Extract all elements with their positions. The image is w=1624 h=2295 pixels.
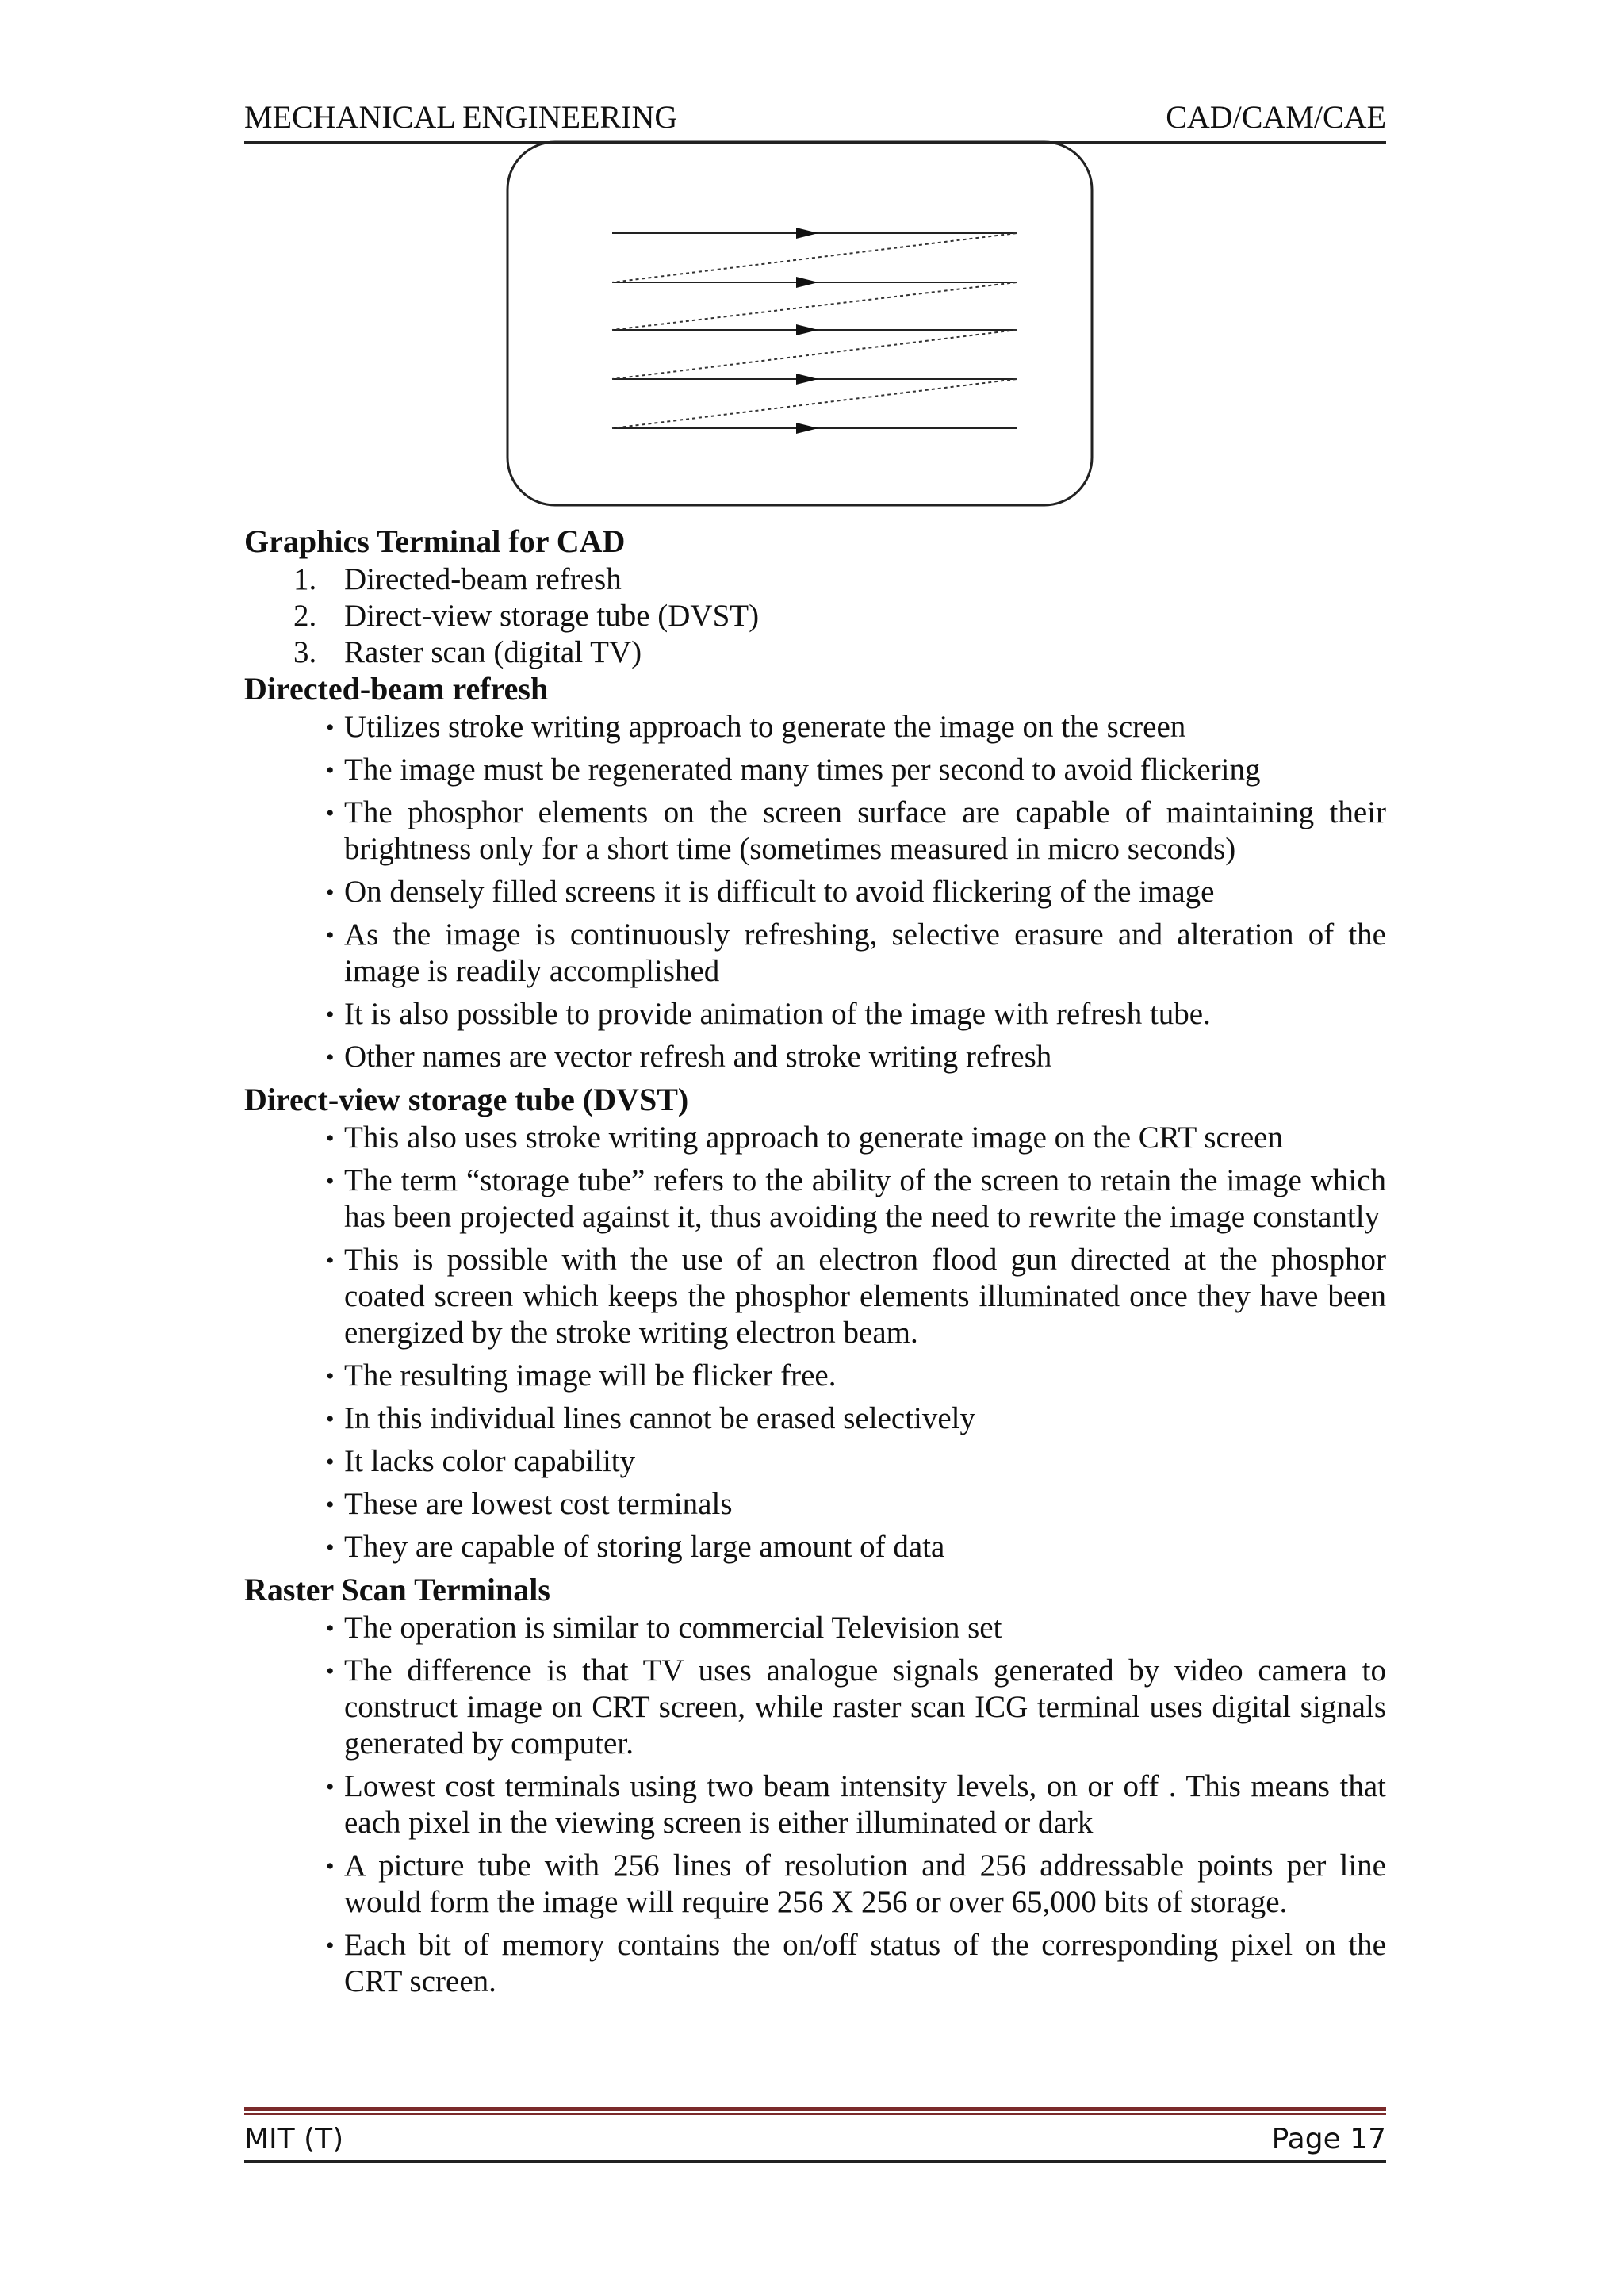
section-title: Graphics Terminal for CAD bbox=[244, 523, 626, 559]
page-footer bbox=[244, 2119, 1386, 2163]
list-text: It lacks color capability bbox=[344, 1444, 636, 1478]
list-item bbox=[244, 1927, 1386, 2000]
bullet-icon: • bbox=[326, 715, 335, 741]
list-item bbox=[244, 1039, 1386, 1075]
list-text: The term “storage tube” refers to the ability of the screen to retain the image which has been projected against it, thus avoiding the need to rewrite the image constantly bbox=[344, 1163, 1386, 1234]
list-text: The image must be regenerated many times per second to avoid flickering bbox=[344, 753, 1261, 787]
list-item bbox=[244, 1848, 1386, 1921]
list-item bbox=[244, 709, 1386, 745]
bullet-list bbox=[244, 1120, 1386, 1565]
list-item bbox=[244, 795, 1386, 868]
bullet-icon: • bbox=[326, 1933, 335, 1959]
list-text: This also uses stroke writing approach to generate image on the CRT screen bbox=[344, 1121, 1283, 1155]
section-title: Direct-view storage tube (DVST) bbox=[244, 1082, 689, 1117]
bullet-icon: • bbox=[326, 757, 335, 784]
list-text: The phosphor elements on the screen surface are capable of maintaining their brightness only for a short time (sometimes measured in micro seconds) bbox=[344, 795, 1386, 866]
list-text: Other names are vector refresh and stroke writing refresh bbox=[344, 1040, 1052, 1074]
bullet-icon: • bbox=[326, 879, 335, 906]
list-item bbox=[244, 1768, 1386, 1841]
list-text: Raster scan (digital TV) bbox=[344, 635, 642, 669]
list-item bbox=[244, 634, 1386, 671]
crt-screen-outline bbox=[508, 142, 1092, 505]
scan-lines bbox=[612, 233, 1017, 428]
page-number: Page 17 bbox=[1271, 2123, 1386, 2155]
list-text: Each bit of memory contains the on/off status of the corresponding pixel on the CRT screen. bbox=[344, 1928, 1386, 1998]
list-item bbox=[244, 1163, 1386, 1236]
retrace-line bbox=[612, 379, 1017, 428]
footer-left: MIT (T) bbox=[244, 2123, 344, 2155]
bullet-icon: • bbox=[326, 922, 335, 948]
list-text: As the image is continuously refreshing, selective erasure and alteration of the image is readily accomplished bbox=[344, 918, 1386, 988]
bullet-icon: • bbox=[326, 1363, 335, 1389]
list-text: Lowest cost terminals using two beam intensity levels, on or off . This means that each pixel in the viewing screen is either illuminated or dark bbox=[344, 1769, 1386, 1840]
bullet-icon: • bbox=[326, 1615, 335, 1642]
bullet-icon: • bbox=[326, 1449, 335, 1475]
section-title: Directed-beam refresh bbox=[244, 671, 549, 707]
list-item bbox=[244, 874, 1386, 910]
list-text: In this individual lines cannot be erased selectively bbox=[344, 1401, 976, 1435]
section-dvst bbox=[244, 1082, 1386, 1565]
bullet-icon: • bbox=[326, 800, 335, 826]
section-graphics-terminal bbox=[244, 523, 1386, 671]
bullet-icon: • bbox=[326, 1002, 335, 1028]
bullet-icon: • bbox=[326, 1125, 335, 1151]
main-content bbox=[244, 523, 1386, 2006]
numbered-list bbox=[244, 561, 1386, 671]
list-text: On densely filled screens it is difficult to avoid flickering of the image bbox=[344, 875, 1215, 909]
list-text: The operation is similar to commercial Television set bbox=[344, 1611, 1002, 1645]
bullet-icon: • bbox=[326, 1247, 335, 1274]
bullet-icon: • bbox=[326, 1534, 335, 1561]
bullet-icon: • bbox=[326, 1044, 335, 1071]
list-item bbox=[244, 1400, 1386, 1437]
footer-rule bbox=[244, 2107, 1386, 2111]
list-number: 2. bbox=[293, 599, 317, 633]
list-item bbox=[244, 996, 1386, 1033]
section-raster-scan bbox=[244, 1572, 1386, 2000]
list-item bbox=[244, 1443, 1386, 1480]
list-item bbox=[244, 1653, 1386, 1762]
bullet-icon: • bbox=[326, 1853, 335, 1879]
bullet-icon: • bbox=[326, 1774, 335, 1800]
bullet-icon: • bbox=[326, 1406, 335, 1432]
list-text: These are lowest cost terminals bbox=[344, 1487, 733, 1521]
list-item bbox=[244, 598, 1386, 634]
list-text: Directed-beam refresh bbox=[344, 562, 622, 596]
list-text: They are capable of storing large amount of data bbox=[344, 1530, 945, 1564]
list-item bbox=[244, 1486, 1386, 1523]
list-item bbox=[244, 1529, 1386, 1565]
list-item bbox=[244, 1358, 1386, 1394]
raster-scan-diagram bbox=[505, 140, 1094, 508]
list-item bbox=[244, 1242, 1386, 1351]
header-right: CAD/CAM/CAE bbox=[1166, 99, 1386, 135]
bullet-icon: • bbox=[326, 1658, 335, 1684]
list-item bbox=[244, 917, 1386, 990]
bullet-icon: • bbox=[326, 1168, 335, 1194]
retrace-line bbox=[612, 282, 1017, 330]
list-item bbox=[244, 1610, 1386, 1646]
list-text: The difference is that TV uses analogue signals generated by video camera to construct image on CRT screen, while raster scan ICG terminal uses digital signals generated by computer. bbox=[344, 1653, 1386, 1761]
list-item bbox=[244, 1120, 1386, 1156]
list-text: A picture tube with 256 lines of resolution and 256 addressable points per line would form the image will require 256 X 256 or over 65,000 bits of storage. bbox=[344, 1849, 1386, 1919]
list-text: The resulting image will be flicker free. bbox=[344, 1358, 837, 1393]
list-number: 3. bbox=[293, 635, 317, 669]
footer-rule bbox=[244, 2113, 1386, 2115]
list-item bbox=[244, 561, 1386, 598]
list-text: Direct-view storage tube (DVST) bbox=[344, 599, 760, 633]
bullet-list bbox=[244, 1610, 1386, 2000]
page-header bbox=[244, 94, 1386, 144]
bullet-list bbox=[244, 709, 1386, 1075]
retrace-line bbox=[612, 330, 1017, 379]
list-number: 1. bbox=[293, 562, 317, 596]
list-text: Utilizes stroke writing approach to generate the image on the screen bbox=[344, 710, 1186, 744]
section-directed-beam bbox=[244, 671, 1386, 1075]
list-text: It is also possible to provide animation of the image with refresh tube. bbox=[344, 997, 1211, 1031]
section-title: Raster Scan Terminals bbox=[244, 1572, 550, 1607]
retrace-line bbox=[612, 233, 1017, 282]
list-text: This is possible with the use of an electron flood gun directed at the phosphor coated screen which keeps the phosphor elements illuminated once they have been energized by the stroke writing electron beam. bbox=[344, 1243, 1386, 1350]
bullet-icon: • bbox=[326, 1492, 335, 1518]
list-item bbox=[244, 752, 1386, 788]
header-left: MECHANICAL ENGINEERING bbox=[244, 99, 678, 135]
